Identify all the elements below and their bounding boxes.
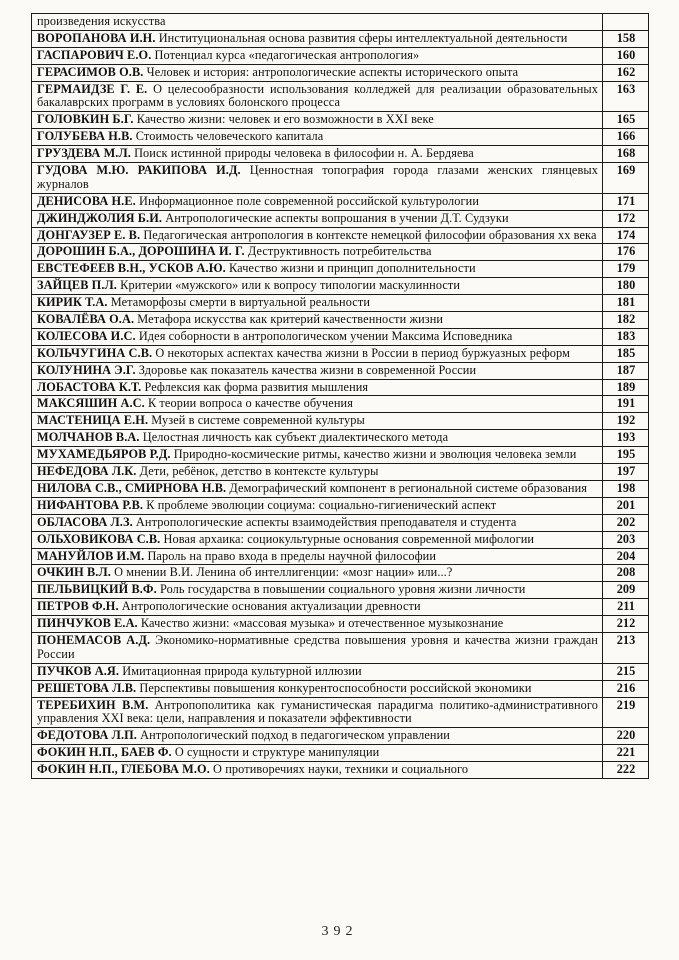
entry-title: Рефлексия как форма развития мышления (141, 379, 369, 394)
toc-row (32, 193, 649, 210)
toc-entry-cell (32, 480, 603, 497)
toc-page-cell: 198 (603, 480, 649, 497)
toc-row (32, 129, 649, 146)
toc-entry-cell (32, 464, 603, 481)
entry-author: КОВАЛЁВА О.А. (37, 312, 135, 327)
entry-author: ГЕРАСИМОВ О.В. (37, 64, 144, 79)
toc-page-cell: 171 (603, 193, 649, 210)
entry-author: КОЛУНИНА Э.Г. (37, 362, 136, 377)
toc-page-cell (603, 14, 649, 31)
toc-row (32, 379, 649, 396)
toc-entry-cell (32, 728, 603, 745)
toc-page-cell: 191 (603, 396, 649, 413)
toc-row (32, 163, 649, 194)
entry-title: Природно-космические ритмы, качество жизни и эволюция человека земли (170, 447, 577, 462)
entry-author: ТЕРЕБИХИН В.М. (37, 697, 149, 712)
toc-page-cell: 165 (603, 112, 649, 129)
toc-row (32, 663, 649, 680)
entry-title: К проблеме эволюции социума: социально-гигиенический аспект (143, 497, 497, 512)
toc-page-cell: 213 (603, 632, 649, 663)
entry-title: Антропополитика как гуманистическая парадигма политико-административного управления XXI века: цели, направления и показатели эффективности (37, 697, 598, 726)
entry-title: Экономико-нормативные средства повышения уровня и качества жизни граждан России (37, 632, 598, 661)
toc-page-cell: 204 (603, 548, 649, 565)
toc-entry-cell (32, 278, 603, 295)
toc-row (32, 447, 649, 464)
toc-page-cell: 176 (603, 244, 649, 261)
entry-title: Человек и история: антропологические аспекты исторического опыта (143, 64, 519, 79)
entry-title: Качество жизни: человек и его возможности в XXI веке (133, 112, 434, 127)
toc-row (32, 146, 649, 163)
toc-row (32, 497, 649, 514)
entry-title: О противоречиях науки, техники и социального (209, 762, 469, 777)
entry-title: Антропологические основания актуализации древности (118, 599, 421, 614)
entry-author: ГОЛОВКИН Б.Г. (37, 112, 134, 127)
entry-title: Ценностная топография города глазами женских глянцевых журналов (37, 163, 598, 191)
toc-page-cell: 166 (603, 129, 649, 146)
toc-entry-cell (32, 396, 603, 413)
entry-author: ДЕНИСОВА Н.Е. (37, 193, 136, 208)
toc-page-cell: 179 (603, 261, 649, 278)
toc-row (32, 112, 649, 129)
toc-page-cell: 192 (603, 413, 649, 430)
toc-row (32, 64, 649, 81)
entry-title: Поиск истинной природы человека в философии н. А. Бердяева (130, 146, 474, 161)
toc-entry-cell (32, 548, 603, 565)
entry-author: КИРИК Т.А. (37, 295, 108, 310)
entry-title: Критерии «мужского» или к вопросу типологии маскулинности (116, 278, 461, 293)
entry-title: Демографический компонент в региональной системе образования (226, 480, 588, 495)
toc-entry-cell (32, 616, 603, 633)
toc-page-cell: 160 (603, 47, 649, 64)
entry-author: ЗАЙЦЕВ П.Л. (37, 278, 117, 293)
toc-row (32, 464, 649, 481)
entry-title: К теории вопроса о качестве обучения (144, 396, 353, 411)
toc-row (32, 632, 649, 663)
toc-page-cell: 208 (603, 565, 649, 582)
entry-author: ДОНГАУЗЕР Е. В. (37, 227, 141, 242)
toc-row (32, 261, 649, 278)
toc-page-cell: 215 (603, 663, 649, 680)
toc-row (32, 514, 649, 531)
toc-entry-cell (32, 430, 603, 447)
toc-row (32, 312, 649, 329)
entry-author: ЛОБАСТОВА К.Т. (37, 379, 142, 394)
toc-entry-cell (32, 146, 603, 163)
entry-title: Стоимость человеческого капитала (132, 129, 324, 144)
entry-author: ДОРОШИН Б.А., ДОРОШИНА И. Г. (37, 244, 245, 259)
toc-row (32, 362, 649, 379)
entry-author: ПЕТРОВ Ф.Н. (37, 599, 119, 614)
toc-row (32, 47, 649, 64)
toc-page-cell: 201 (603, 497, 649, 514)
entry-title: Перспективы повышения конкурентоспособности российской экономики (136, 680, 532, 695)
entry-author: НИЛОВА С.В., СМИРНОВА Н.В. (37, 480, 227, 495)
toc-entry-cell (32, 582, 603, 599)
toc-row (32, 480, 649, 497)
toc-row (32, 599, 649, 616)
toc-page-cell: 195 (603, 447, 649, 464)
entry-author: ФОКИН Н.П., БАЕВ Ф. (37, 745, 172, 760)
entry-author: ОЛЬХОВИКОВА С.В. (37, 531, 161, 546)
entry-author: КОЛЕСОВА И.С. (37, 328, 136, 343)
toc-entry-cell (32, 129, 603, 146)
toc-page-cell: 220 (603, 728, 649, 745)
entry-title: О некоторых аспектах качества жизни в России в период буржуазных реформ (152, 345, 570, 360)
entry-title: Имитационная природа культурной иллюзии (119, 663, 362, 678)
entry-author: ГЕРМАИДЗЕ Г. Е. (37, 81, 148, 96)
entry-title: О целесообразности использования колледжей для реализации образовательных бакалаврских программ в условиях болонского процесса (37, 81, 599, 110)
toc-page-cell: 193 (603, 430, 649, 447)
toc-entry-cell (32, 745, 603, 762)
toc-row (32, 413, 649, 430)
toc-entry-cell (32, 379, 603, 396)
toc-entry-cell (32, 565, 603, 582)
toc-page-cell: 174 (603, 227, 649, 244)
entry-author: ФОКИН Н.П., ГЛЕБОВА М.О. (37, 762, 210, 777)
toc-entry-cell (32, 14, 603, 31)
entry-title: Идея соборности в антропологическом учении Максима Исповедника (135, 328, 513, 343)
entry-author: ОЧКИН В.Л. (37, 565, 111, 580)
toc-page-cell: 203 (603, 531, 649, 548)
entry-title: Потенциал курса «педагогическая антропология» (151, 47, 420, 62)
toc-entry-cell (32, 447, 603, 464)
toc-row (32, 616, 649, 633)
entry-author: ГУДОВА М.Ю. РАКИПОВА И.Д. (37, 163, 241, 178)
toc-page-cell: 197 (603, 464, 649, 481)
toc-table (31, 13, 649, 779)
toc-page-cell: 169 (603, 163, 649, 194)
toc-page-cell: 219 (603, 697, 649, 728)
toc-row (32, 680, 649, 697)
toc-entry-cell (32, 531, 603, 548)
toc-page-cell: 168 (603, 146, 649, 163)
toc-entry-cell (32, 497, 603, 514)
entry-author: ГОЛУБЕВА Н.В. (37, 129, 133, 144)
toc-table-body (32, 14, 649, 779)
entry-author: РЕШЕТОВА Л.В. (37, 680, 137, 695)
entry-title: Пароль на право входа в пределы научной философии (144, 548, 437, 563)
entry-title: Метафора искусства как критерий качественности жизни (134, 312, 444, 327)
entry-author: МУХАМЕДЬЯРОВ Р.Д. (37, 447, 171, 462)
entry-title: Антропологические аспекты вопрошания в учении Д.Т. Судзуки (162, 210, 509, 225)
toc-page-cell: 189 (603, 379, 649, 396)
entry-title: Качество жизни: «массовая музыка» и отечественное музыкознание (137, 616, 504, 631)
toc-row (32, 582, 649, 599)
toc-row (32, 396, 649, 413)
toc-row (32, 697, 649, 728)
toc-page-cell: 212 (603, 616, 649, 633)
toc-page-cell: 162 (603, 64, 649, 81)
toc-row (32, 345, 649, 362)
entry-author: МАСТЕНИЦА Е.Н. (37, 413, 149, 428)
toc-page-cell: 187 (603, 362, 649, 379)
toc-row (32, 30, 649, 47)
toc-page-cell: 163 (603, 81, 649, 112)
entry-author: ГАСПАРОВИЧ Е.О. (37, 47, 152, 62)
entry-title: Педагогическая антропология в контексте немецкой философии образования xx века (140, 227, 597, 242)
entry-title: О мнении В.И. Ленина об интеллигенции: «мозг нации» или...? (110, 565, 453, 580)
entry-title: Здоровье как показатель качества жизни в современной России (135, 362, 477, 377)
entry-author: КОЛЬЧУГИНА С.В. (37, 345, 153, 360)
entry-author: ОБЛАСОВА Л.З. (37, 514, 133, 529)
toc-row (32, 278, 649, 295)
toc-row (32, 244, 649, 261)
toc-entry-cell (32, 210, 603, 227)
entry-title: Антропологические аспекты взаимодействия преподавателя и студента (132, 514, 517, 529)
entry-title: Антропологический подход в педагогическом управлении (136, 728, 450, 743)
entry-author: МАКСЯШИН А.С. (37, 396, 145, 411)
toc-row (32, 548, 649, 565)
toc-page-cell: 172 (603, 210, 649, 227)
toc-entry-cell (32, 227, 603, 244)
entry-author: ВОРОПАНОВА И.Н. (37, 30, 156, 45)
toc-entry-cell (32, 30, 603, 47)
entry-title: Целостная личность как субъект диалектического метода (139, 430, 449, 445)
toc-page-cell: 211 (603, 599, 649, 616)
toc-entry-cell (32, 328, 603, 345)
toc-entry-cell (32, 514, 603, 531)
toc-row (32, 328, 649, 345)
entry-author: ПОНЕМАСОВ А.Д. (37, 632, 151, 647)
toc-page-cell: 158 (603, 30, 649, 47)
entry-title: О сущности и структуре манипуляции (171, 745, 380, 760)
entry-author: ПУЧКОВ А.Я. (37, 663, 120, 678)
toc-entry-cell (32, 261, 603, 278)
toc-row (32, 14, 649, 31)
toc-entry-cell (32, 663, 603, 680)
entry-title: Информационное поле современной российской культурологии (135, 193, 480, 208)
toc-page-cell: 202 (603, 514, 649, 531)
entry-author: МАНУЙЛОВ И.М. (37, 548, 145, 563)
toc-entry-cell (32, 345, 603, 362)
toc-row (32, 531, 649, 548)
entry-title: Метаморфозы смерти в виртуальной реальности (107, 295, 371, 310)
entry-title: Институциональная основа развития сферы интеллектуальной деятельности (155, 30, 568, 45)
toc-page-cell: 181 (603, 295, 649, 312)
toc-entry-cell (32, 632, 603, 663)
entry-author: ЕВСТЕФЕЕВ В.Н., УСКОВ А.Ю. (37, 261, 226, 276)
entry-author: НЕФЕДОВА Л.К. (37, 464, 137, 479)
toc-entry-cell (32, 112, 603, 129)
toc-page-cell: 183 (603, 328, 649, 345)
toc-entry-cell (32, 762, 603, 779)
toc-entry-cell (32, 362, 603, 379)
toc-row (32, 295, 649, 312)
toc-row (32, 565, 649, 582)
toc-row (32, 745, 649, 762)
toc-row (32, 210, 649, 227)
entry-author: ДЖИНДЖОЛИЯ Б.И. (37, 210, 163, 225)
toc-entry-cell (32, 599, 603, 616)
entry-author: ПЕЛЬВИЦКИЙ В.Ф. (37, 582, 157, 597)
toc-entry-cell (32, 81, 603, 112)
toc-entry-cell (32, 413, 603, 430)
toc-row (32, 81, 649, 112)
toc-entry-cell (32, 193, 603, 210)
toc-entry-cell (32, 64, 603, 81)
entry-author: НИФАНТОВА Р.В. (37, 497, 144, 512)
toc-row (32, 762, 649, 779)
entry-author: ПИНЧУКОВ Е.А. (37, 616, 138, 631)
toc-row (32, 430, 649, 447)
toc-page-cell: 209 (603, 582, 649, 599)
toc-entry-cell (32, 295, 603, 312)
entry-author: ФЕДОТОВА Л.П. (37, 728, 137, 743)
toc-page-cell: 180 (603, 278, 649, 295)
toc-page-cell: 216 (603, 680, 649, 697)
toc-entry-cell (32, 47, 603, 64)
toc-entry-cell (32, 312, 603, 329)
toc-entry-cell (32, 163, 603, 194)
entry-author: ГРУЗДЕВА М.Л. (37, 146, 131, 161)
entry-title: произведения искусства (37, 14, 166, 28)
entry-title: Роль государства в повышении социального уровня жизни личности (156, 582, 526, 597)
toc-page-cell: 185 (603, 345, 649, 362)
toc-page-cell: 182 (603, 312, 649, 329)
entry-title: Музей в системе современной культуры (148, 413, 365, 428)
toc-entry-cell (32, 680, 603, 697)
toc-row (32, 728, 649, 745)
entry-author: МОЛЧАНОВ В.А. (37, 430, 140, 445)
toc-row (32, 227, 649, 244)
toc-entry-cell (32, 697, 603, 728)
toc-page-cell: 222 (603, 762, 649, 779)
entry-title: Новая архаика: социокультурные основания современной мифологии (160, 531, 535, 546)
page-footer-number: 392 (321, 924, 358, 939)
entry-title: Качество жизни и принцип дополнительности (225, 261, 476, 276)
toc-page-cell: 221 (603, 745, 649, 762)
entry-title: Деструктивность потребительства (244, 244, 432, 259)
toc-entry-cell (32, 244, 603, 261)
entry-title: Дети, ребёнок, детство в контексте культуры (136, 464, 379, 479)
